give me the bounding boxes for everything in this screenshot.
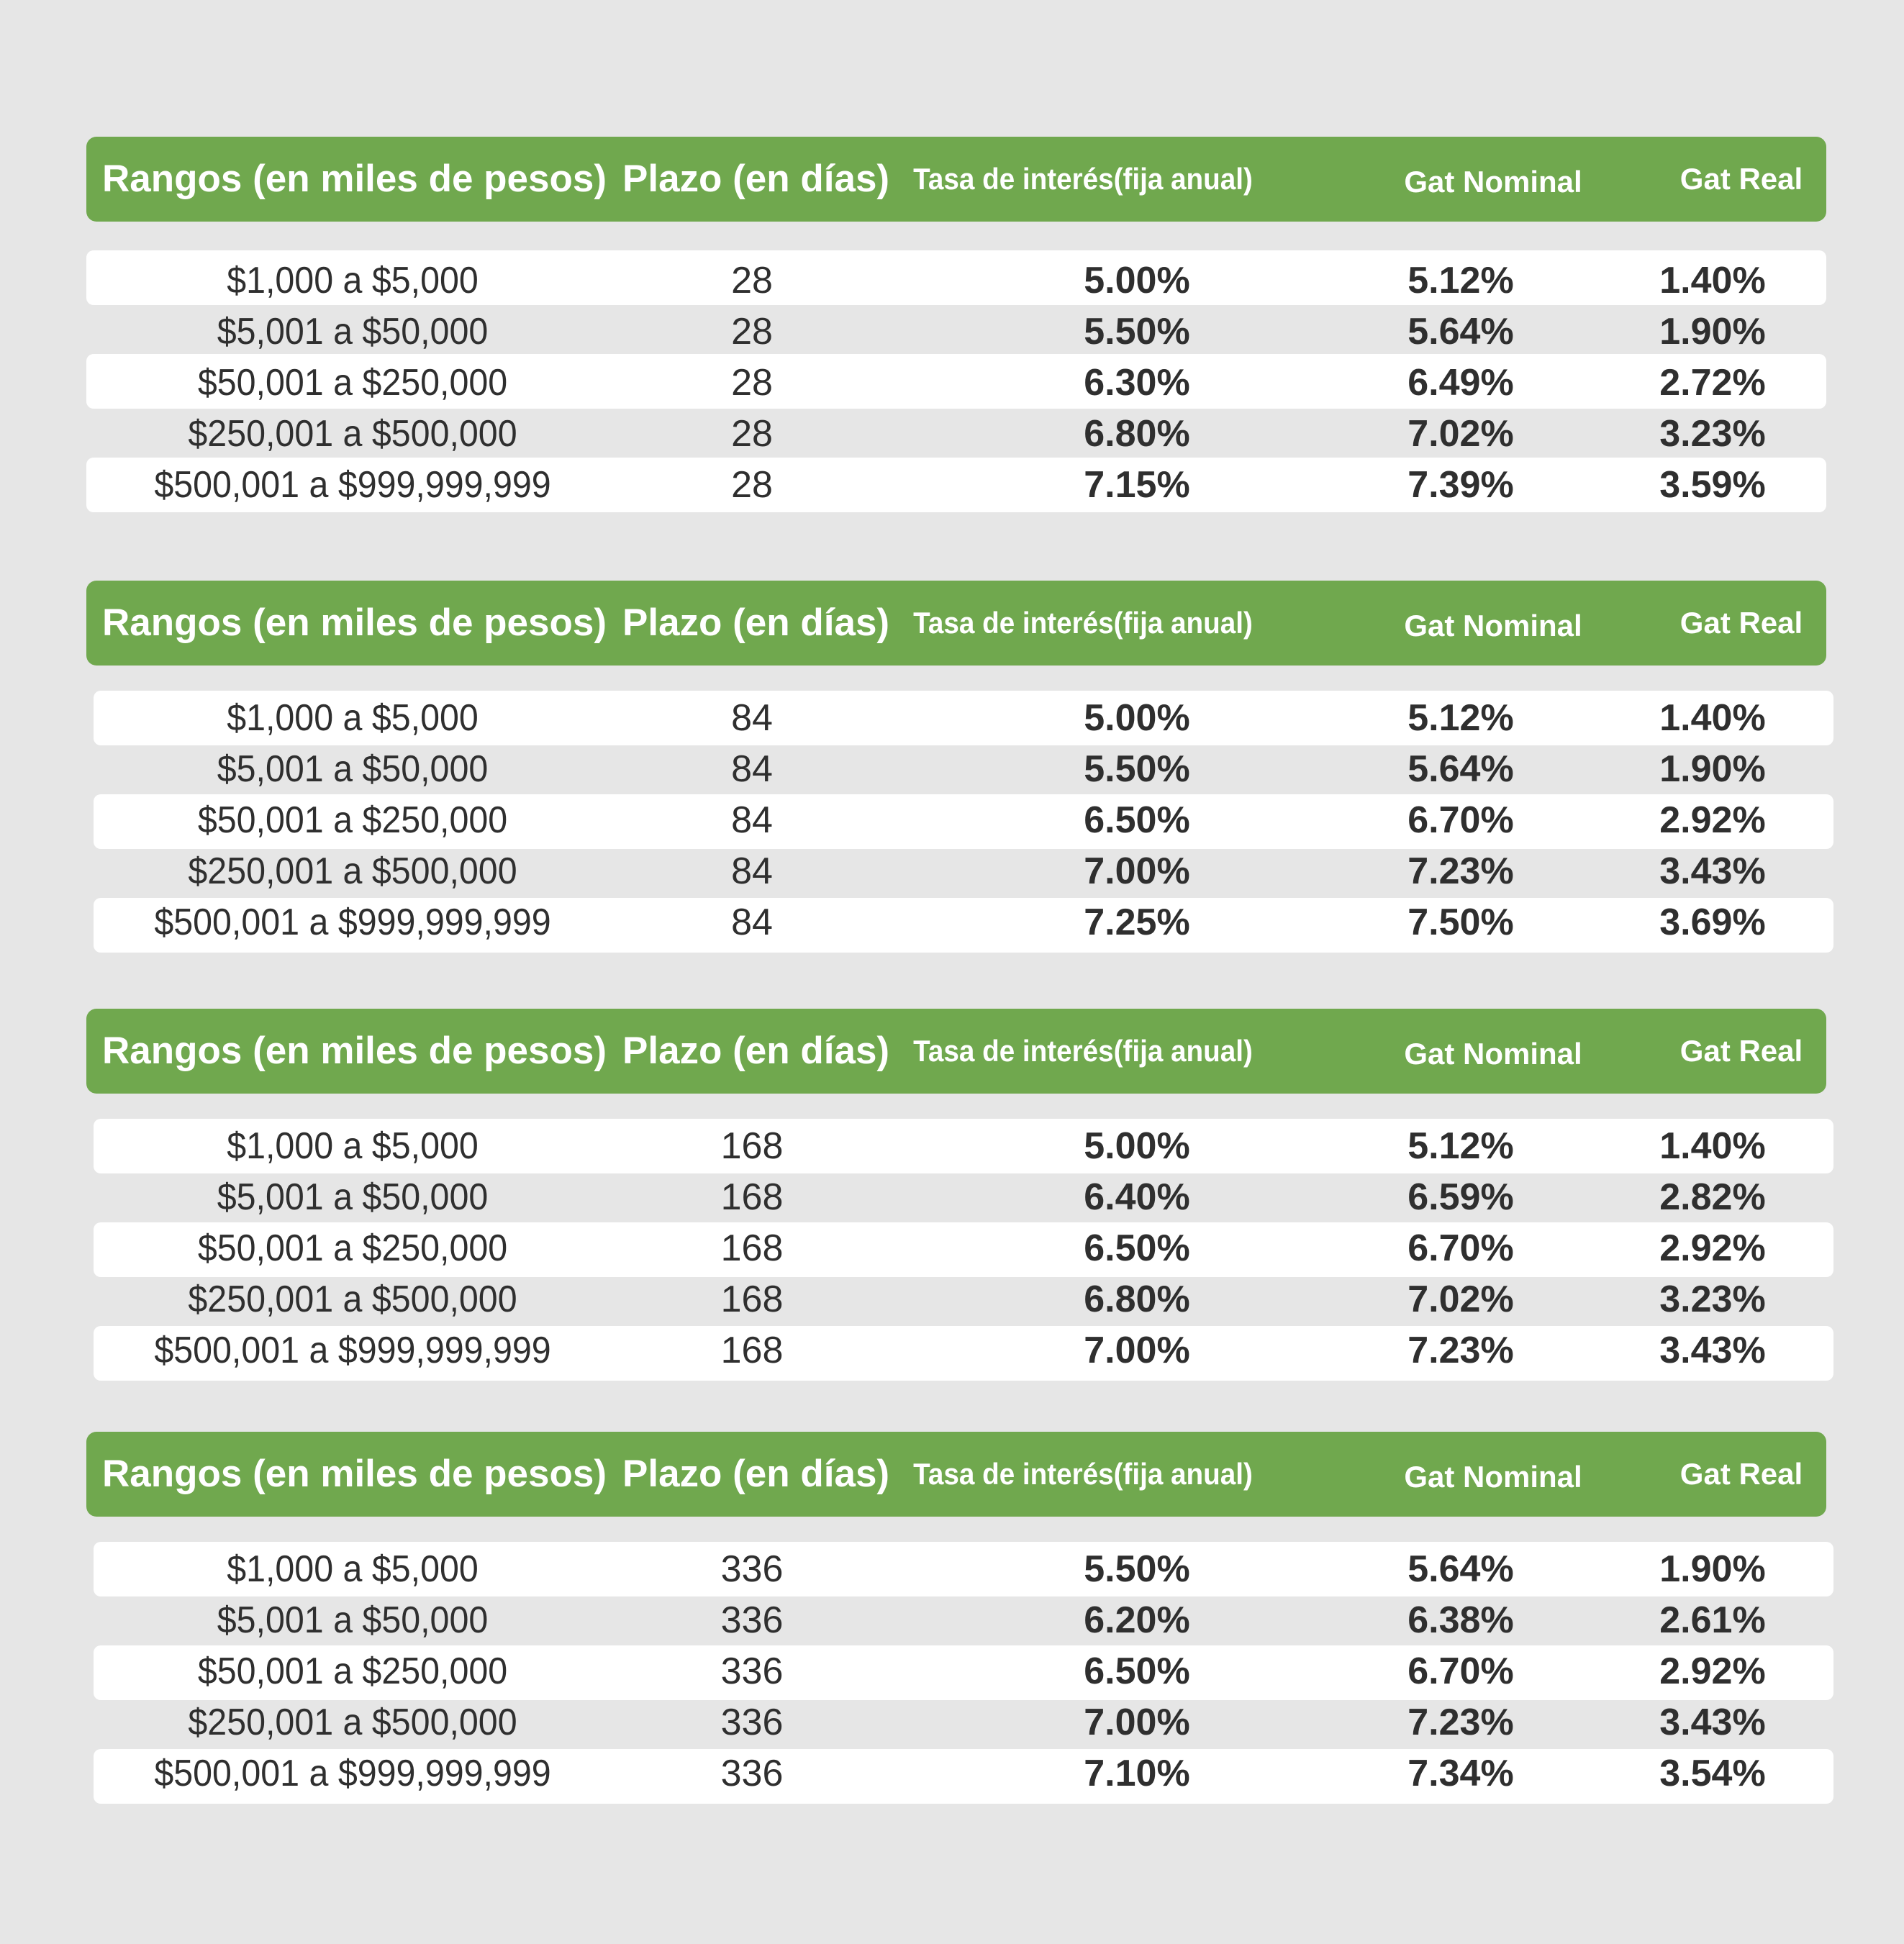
cell-plazo: 336 bbox=[720, 1650, 784, 1692]
cell-gat-real: 1.90% bbox=[1659, 311, 1766, 353]
cell-gat-nominal: 5.12% bbox=[1407, 697, 1514, 739]
table-row bbox=[0, 846, 1904, 897]
header-gat-nominal: Gat Nominal bbox=[1404, 1037, 1582, 1071]
cell-plazo: 84 bbox=[731, 697, 773, 739]
cell-rango: $5,001 a $50,000 bbox=[217, 1176, 489, 1218]
cell-rango: $250,001 a $500,000 bbox=[188, 413, 517, 455]
cell-tasa: 5.50% bbox=[1084, 1548, 1190, 1590]
header-tasa: Tasa de interés(fija anual) bbox=[913, 1034, 1253, 1068]
cell-gat-nominal: 7.02% bbox=[1407, 413, 1514, 455]
cell-plazo: 28 bbox=[731, 464, 773, 506]
table-row bbox=[0, 795, 1904, 846]
header-plazo: Plazo (en días) bbox=[622, 1453, 890, 1495]
cell-gat-nominal: 7.23% bbox=[1407, 1330, 1514, 1371]
cell-gat-nominal: 7.34% bbox=[1407, 1753, 1514, 1794]
table-row bbox=[0, 409, 1904, 460]
cell-gat-nominal: 6.70% bbox=[1407, 1227, 1514, 1269]
cell-plazo: 168 bbox=[720, 1227, 784, 1269]
cell-gat-nominal: 6.70% bbox=[1407, 1650, 1514, 1692]
cell-rango: $250,001 a $500,000 bbox=[188, 850, 517, 892]
cell-tasa: 7.00% bbox=[1084, 1330, 1190, 1371]
cell-rango: $500,001 a $999,999,999 bbox=[154, 1753, 551, 1794]
cell-gat-nominal: 6.49% bbox=[1407, 362, 1514, 404]
cell-gat-nominal: 5.64% bbox=[1407, 311, 1514, 353]
table-row bbox=[0, 306, 1904, 358]
cell-gat-real: 3.69% bbox=[1659, 901, 1766, 943]
header-gat-real: Gat Real bbox=[1679, 162, 1803, 196]
cell-gat-real: 2.92% bbox=[1659, 799, 1766, 841]
cell-plazo: 168 bbox=[720, 1176, 784, 1218]
header-rangos: Rangos (en miles de pesos) bbox=[102, 601, 607, 644]
cell-gat-real: 3.43% bbox=[1659, 1330, 1766, 1371]
header-tasa: Tasa de interés(fija anual) bbox=[913, 1457, 1253, 1491]
cell-tasa: 7.10% bbox=[1084, 1753, 1190, 1794]
header-rangos: Rangos (en miles de pesos) bbox=[102, 1453, 607, 1495]
cell-rango: $250,001 a $500,000 bbox=[188, 1702, 517, 1743]
header-plazo: Plazo (en días) bbox=[622, 1030, 890, 1072]
cell-plazo: 336 bbox=[720, 1548, 784, 1590]
header-rangos: Rangos (en miles de pesos) bbox=[102, 1030, 607, 1072]
cell-gat-nominal: 6.70% bbox=[1407, 799, 1514, 841]
cell-gat-nominal: 5.12% bbox=[1407, 1125, 1514, 1167]
cell-rango: $1,000 a $5,000 bbox=[227, 1548, 479, 1590]
cell-plazo: 168 bbox=[720, 1278, 784, 1320]
cell-tasa: 6.50% bbox=[1084, 1650, 1190, 1692]
cell-plazo: 336 bbox=[720, 1599, 784, 1641]
cell-gat-real: 2.61% bbox=[1659, 1599, 1766, 1641]
header-gat-real: Gat Real bbox=[1679, 1457, 1803, 1491]
cell-plazo: 28 bbox=[731, 311, 773, 353]
cell-plazo: 84 bbox=[731, 748, 773, 790]
cell-rango: $1,000 a $5,000 bbox=[227, 697, 479, 739]
table-row bbox=[0, 1223, 1904, 1274]
cell-gat-real: 3.23% bbox=[1659, 1278, 1766, 1320]
cell-gat-real: 3.23% bbox=[1659, 413, 1766, 455]
cell-tasa: 6.80% bbox=[1084, 413, 1190, 455]
cell-tasa: 5.00% bbox=[1084, 1125, 1190, 1167]
cell-gat-real: 2.82% bbox=[1659, 1176, 1766, 1218]
table-row bbox=[0, 460, 1904, 511]
table-row bbox=[0, 1595, 1904, 1646]
cell-tasa: 5.50% bbox=[1084, 748, 1190, 790]
cell-gat-real: 1.90% bbox=[1659, 1548, 1766, 1590]
cell-gat-real: 3.43% bbox=[1659, 850, 1766, 892]
cell-tasa: 6.40% bbox=[1084, 1176, 1190, 1218]
cell-tasa: 7.25% bbox=[1084, 901, 1190, 943]
cell-rango: $500,001 a $999,999,999 bbox=[154, 901, 551, 943]
table-row bbox=[0, 897, 1904, 948]
cell-plazo: 336 bbox=[720, 1753, 784, 1794]
table-header bbox=[86, 1009, 1826, 1094]
cell-rango: $50,001 a $250,000 bbox=[197, 799, 508, 841]
header-gat-nominal: Gat Nominal bbox=[1404, 1460, 1582, 1494]
cell-tasa: 6.80% bbox=[1084, 1278, 1190, 1320]
table-header bbox=[86, 137, 1826, 222]
cell-gat-real: 2.72% bbox=[1659, 362, 1766, 404]
cell-rango: $50,001 a $250,000 bbox=[197, 1227, 508, 1269]
table-row bbox=[0, 1697, 1904, 1748]
cell-plazo: 336 bbox=[720, 1702, 784, 1743]
table-row bbox=[0, 1748, 1904, 1799]
cell-gat-nominal: 7.39% bbox=[1407, 464, 1514, 506]
cell-tasa: 7.15% bbox=[1084, 464, 1190, 506]
cell-gat-nominal: 7.23% bbox=[1407, 850, 1514, 892]
cell-gat-real: 1.40% bbox=[1659, 260, 1766, 301]
cell-gat-real: 3.43% bbox=[1659, 1702, 1766, 1743]
cell-rango: $500,001 a $999,999,999 bbox=[154, 1330, 551, 1371]
header-gat-nominal: Gat Nominal bbox=[1404, 165, 1582, 199]
cell-plazo: 168 bbox=[720, 1125, 784, 1167]
cell-tasa: 7.00% bbox=[1084, 1702, 1190, 1743]
cell-rango: $5,001 a $50,000 bbox=[217, 1599, 489, 1641]
header-tasa: Tasa de interés(fija anual) bbox=[913, 606, 1253, 640]
header-gat-real: Gat Real bbox=[1679, 1034, 1803, 1068]
cell-rango: $50,001 a $250,000 bbox=[197, 362, 508, 404]
cell-gat-nominal: 7.02% bbox=[1407, 1278, 1514, 1320]
cell-rango: $50,001 a $250,000 bbox=[197, 1650, 508, 1692]
table-row bbox=[0, 255, 1904, 306]
cell-gat-real: 1.90% bbox=[1659, 748, 1766, 790]
cell-gat-nominal: 7.23% bbox=[1407, 1702, 1514, 1743]
cell-plazo: 84 bbox=[731, 850, 773, 892]
cell-gat-real: 2.92% bbox=[1659, 1227, 1766, 1269]
header-plazo: Plazo (en días) bbox=[622, 158, 890, 200]
cell-rango: $250,001 a $500,000 bbox=[188, 1278, 517, 1320]
table-header bbox=[86, 1432, 1826, 1517]
cell-plazo: 28 bbox=[731, 362, 773, 404]
table-row bbox=[0, 358, 1904, 409]
cell-tasa: 5.00% bbox=[1084, 697, 1190, 739]
cell-plazo: 84 bbox=[731, 901, 773, 943]
cell-plazo: 28 bbox=[731, 413, 773, 455]
cell-tasa: 5.00% bbox=[1084, 260, 1190, 301]
cell-gat-real: 2.92% bbox=[1659, 1650, 1766, 1692]
cell-plazo: 168 bbox=[720, 1330, 784, 1371]
cell-tasa: 5.50% bbox=[1084, 311, 1190, 353]
cell-rango: $500,001 a $999,999,999 bbox=[154, 464, 551, 506]
cell-tasa: 6.30% bbox=[1084, 362, 1190, 404]
table-row bbox=[0, 1325, 1904, 1376]
cell-tasa: 6.50% bbox=[1084, 799, 1190, 841]
table-row bbox=[0, 1544, 1904, 1595]
cell-rango: $5,001 a $50,000 bbox=[217, 748, 489, 790]
table-row bbox=[0, 1274, 1904, 1325]
cell-gat-nominal: 5.64% bbox=[1407, 1548, 1514, 1590]
header-gat-nominal: Gat Nominal bbox=[1404, 609, 1582, 642]
cell-rango: $5,001 a $50,000 bbox=[217, 311, 489, 353]
header-plazo: Plazo (en días) bbox=[622, 601, 890, 644]
cell-rango: $1,000 a $5,000 bbox=[227, 260, 479, 301]
cell-gat-nominal: 6.59% bbox=[1407, 1176, 1514, 1218]
cell-gat-nominal: 5.64% bbox=[1407, 748, 1514, 790]
table-row bbox=[0, 744, 1904, 795]
cell-gat-nominal: 5.12% bbox=[1407, 260, 1514, 301]
cell-rango: $1,000 a $5,000 bbox=[227, 1125, 479, 1167]
cell-gat-real: 1.40% bbox=[1659, 697, 1766, 739]
table-row bbox=[0, 1121, 1904, 1172]
cell-gat-real: 3.59% bbox=[1659, 464, 1766, 506]
header-gat-real: Gat Real bbox=[1679, 606, 1803, 640]
cell-gat-nominal: 6.38% bbox=[1407, 1599, 1514, 1641]
header-tasa: Tasa de interés(fija anual) bbox=[913, 162, 1253, 196]
cell-gat-real: 1.40% bbox=[1659, 1125, 1766, 1167]
table-header bbox=[86, 581, 1826, 666]
cell-gat-nominal: 7.50% bbox=[1407, 901, 1514, 943]
cell-gat-real: 3.54% bbox=[1659, 1753, 1766, 1794]
header-rangos: Rangos (en miles de pesos) bbox=[102, 158, 607, 200]
table-row bbox=[0, 1172, 1904, 1223]
cell-plazo: 84 bbox=[731, 799, 773, 841]
cell-plazo: 28 bbox=[731, 260, 773, 301]
cell-tasa: 6.50% bbox=[1084, 1227, 1190, 1269]
cell-tasa: 7.00% bbox=[1084, 850, 1190, 892]
table-row bbox=[0, 693, 1904, 744]
cell-tasa: 6.20% bbox=[1084, 1599, 1190, 1641]
table-row bbox=[0, 1646, 1904, 1697]
